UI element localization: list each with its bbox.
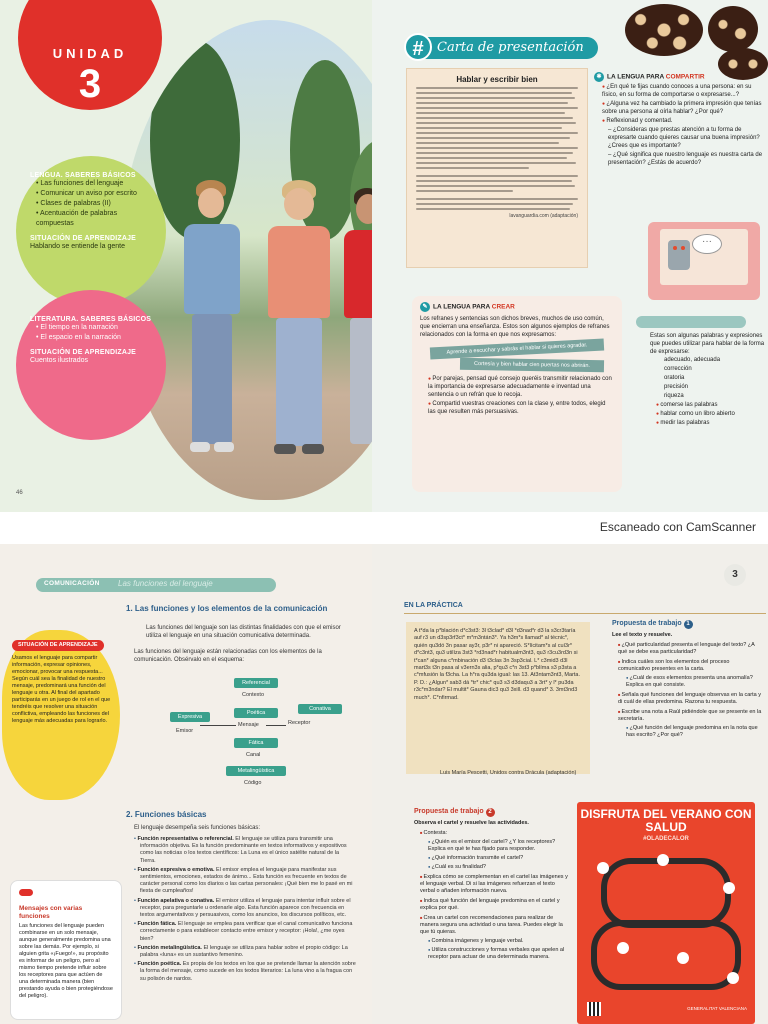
diagram-poetica: Poética	[234, 708, 278, 718]
section-title: Carta de presentación	[437, 40, 584, 55]
function-item: • Función apelativa o conativa. El emisor utiliza el lenguaje para intentar influir sobre el receptor, para preguntarle u ordenarle algo. Esta función aparece con frecuencia en textos argumentativos y persuasivos, como los anuncios, los discursos políticos, etc.	[134, 898, 356, 920]
propuesta-1-item: ■ Señala qué funciones del lenguaje observas en la carta y di cuál de ellas predomina. Razona tu respuesta.	[618, 691, 762, 706]
functions-list	[134, 834, 356, 983]
vocabulary-word: riqueza	[664, 393, 684, 399]
scanner-strip	[0, 512, 768, 544]
vocabulary-word: corrección	[664, 366, 692, 372]
vocabulary-intro: Estas son algunas palabras y expresiones que puedes utilizar para hablar de la forma de expresarse:	[650, 333, 765, 355]
refran-strip: Cortesía y bien hablar cien puertas nos abrirán.	[460, 358, 604, 373]
literatura-heading: LITERATURA. SABERES BÁSICOS	[30, 316, 152, 323]
function-item: • Función metalingüística. El lenguaje se utiliza para hablar sobre el propio código: La palabra «luna» es un sustantivo femenino.	[134, 945, 356, 959]
literatura-item: • El tiempo en la narración	[36, 323, 152, 333]
propuesta-1-intro: Lee el texto y resuelve.	[612, 632, 673, 638]
refran-strip: Aprende a escuchar y sabrás el hablar si quieres agradar.	[430, 338, 604, 359]
reading-source: lavanguardia.com (adaptación)	[509, 213, 578, 219]
literatura-item: • El espacio en la narración	[36, 333, 152, 343]
poster-road	[601, 858, 731, 928]
reading-title: Hablar y escribir bien	[456, 75, 538, 84]
diagram-codigo: Código	[244, 780, 262, 786]
diagram-mensaje: Mensaje	[238, 722, 259, 728]
practice-text: A t*da la p*blación d*c3st3: 3l t3clad* d3l *d3nad*r d3 la s3cr3taría auf r3 un d3sp3rf3ct* m*m3ntán3*. Ya h3m*s llamad* al técnic*, quién qu3dó 3n pasar ay3r, p3r* ni apareció. S*lícitam*s al cuí3r* d*c3nt3, qu3 utilíza 3st3 *rd3nad*r habitualm3nt3, qu3 r3cu3rd3n si t*can* alguna c*mbinación d3 t3clas 3n 3sp3cial. L* c3mid3 d3l mart3s t3n pasa al v3ern3s alia, p*qu3 c*n 3st3 p*blíma s3 p3sta a c*mfusión la f3cha. La h*ra qu3da igual: las 13. At3ntam3nt3, Marta. P. D.: ¿Algun* sab3 dá *tr* chic* qu3 s3 d3daqu3 a 3rt* y l* pu3da r3c*m3ndar? El multit* Gauna dic3 qu3 3xill. d3 quand* 3. 3mt3nd3 much*. C*nfirmad.	[414, 628, 581, 701]
practice-text-box	[406, 622, 590, 774]
sun-icon	[657, 854, 669, 866]
diagram-receptor: Receptor	[288, 720, 311, 726]
qr-code-icon	[587, 1002, 601, 1016]
function-item: • Función representativa o referencial. El lenguaje se utiliza para transmitir una información objetiva. Es la función predominante en textos informativos y expositivos como las noticias o los textos científicos: La Luna es el único satélite natural de la Tierra.	[134, 836, 356, 865]
student-salmon-shirt	[260, 180, 340, 480]
propuesta-2-item: ■ Contesta:	[420, 829, 570, 837]
decorative-dots-image	[708, 6, 758, 52]
propuesta-2-subitem: ● ¿Quién es el emisor del cartel? ¿Y los receptores? Explica en qué te has fijado para responder.	[428, 838, 570, 853]
function-item: • Función poética. Es propia de los textos en los que se pretende llamar la atención sobre la forma del mensaje, como sucede en los textos literarios: La luna vino a la fragua con su polisón de nardos.	[134, 961, 356, 983]
propuesta-1	[612, 620, 762, 739]
crear-item: ● Por parejas, pensad qué consejo queréis transmitir relacionado con la importancia de expresarse adecuadamente e inventad una sentencia o un refrán que lo recoja.	[428, 375, 614, 399]
chat-bubbles-icon	[19, 889, 33, 896]
propuesta-2-item: ■ Indica qué función del lenguaje predomina en el cartel y explica por qué.	[420, 897, 570, 912]
poster-footer: GENERALITAT VALENCIANA	[687, 1006, 747, 1011]
diagram-canal: Canal	[246, 752, 261, 758]
umbrella-icon	[727, 972, 739, 984]
literatura-circle	[16, 290, 166, 440]
propuesta-2-item: ■ Crea un cartel con recomendaciones para realizar de manera segura una actividad o una tarea. Puedes elegir la que tú quieras.	[420, 914, 570, 936]
person-icon	[617, 942, 629, 954]
diagram-referencial: Referencial	[234, 678, 278, 688]
literatura-situacion-heading: SITUACIÓN DE APRENDIZAJE	[30, 349, 137, 356]
vocabulary-list	[636, 356, 766, 428]
page-number: 46	[16, 490, 23, 496]
section1-intro: Las funciones del lenguaje son las distintas finalidades con que el emisor utiliza el lenguaje en una situación comunicativa determinada.	[146, 625, 341, 639]
practice-text-source: Luis María Pescetti, Unidos contra Drácula (adaptación)	[440, 770, 577, 776]
propuesta-2-title: Propuesta de trabajo 2	[414, 808, 570, 817]
scanner-watermark: Escaneado con CamScanner	[599, 520, 756, 534]
situacion-pill: SITUACIÓN DE APRENDIZAJE	[12, 640, 104, 651]
diagram-contexto: Contexto	[242, 692, 265, 698]
compartir-heading: ✱ LA LENGUA PARA COMPARTIR	[594, 72, 766, 82]
compartir-item: ● ¿Alguna vez ha cambiado la primera impresión que tenías sobre una persona al oírla hablar? ¿Por qué?	[602, 100, 766, 116]
unit-number: 3	[78, 62, 102, 106]
page-number: 3	[724, 564, 746, 586]
poster-title: DISFRUTA DEL VERANO CON SALUD	[580, 807, 752, 834]
vocabulary-word: oratoria	[664, 375, 685, 381]
compartir-subitem: – ¿Qué significa que nuestro lenguaje es nuestra carta de presentación? ¿Estás de acuerdo?	[608, 151, 766, 167]
en-practica-heading: EN LA PRÁCTICA	[404, 602, 463, 609]
propuesta-2-intro: Observa el cartel y resuelve las actividades.	[414, 820, 529, 826]
propuesta-2	[414, 808, 570, 961]
diagram-metalinguistica: Metalingüística	[226, 766, 286, 776]
propuesta-1-item: ■ ¿Qué particularidad presenta el lenguaje del texto? ¿A qué se debe esa particularidad?	[618, 641, 762, 656]
crear-section	[412, 296, 622, 492]
lengua-item: • Acentuación de palabras compuestas	[36, 209, 152, 229]
vocabulary-expression: ● medir las palabras	[656, 419, 766, 428]
crear-item: ● Compartid vuestras creaciones con la clase y, entre todos, elegid las que resulten más persuasivas.	[428, 400, 614, 416]
poster-road	[591, 920, 741, 990]
vocabulary-expression: ● comerse las palabras	[656, 401, 766, 410]
section2-title: 2. Funciones básicas	[126, 810, 207, 819]
water-icon	[723, 882, 735, 894]
propuesta-1-item: ■ Indica cuáles son los elementos del proceso comunicativo presentes en la carta.	[618, 658, 762, 673]
diagram-expresiva: Expresiva	[170, 712, 210, 722]
crear-intro: Los refranes y sentencias son dichos breves, muchos de uso común, que encierran una enseñanza. Estos son algunos ejemplos de refranes relacionados con la forma en que nos expresamos:	[420, 316, 610, 338]
function-item: • Función expresiva o emotiva. El emisor emplea el lenguaje para manifestar sus sentimientos, emociones, estados de ánimo... Esta función es frecuente en textos de carácter personal como los diarios o las cartas personales: ¡Qué bien me lo pasé en mi fiesta de cumpleaños!	[134, 867, 356, 896]
decorative-dots-image	[625, 4, 703, 56]
propuesta-2-item: ■ Explica cómo se complementan en el cartel las imágenes y el lenguaje verbal. Di si las imágenes refuerzan el texto verbal o añaden información nueva.	[420, 873, 570, 895]
comunicacion-subtitle: Las funciones del lenguaje	[118, 579, 213, 588]
compartir-section	[594, 72, 766, 167]
crear-heading: ✎ LA LENGUA PARA CREAR	[420, 302, 614, 312]
hash-icon: #	[404, 33, 432, 61]
lengua-circle	[16, 156, 166, 306]
propuesta-1-subitem: ● ¿Cuál de esos elementos presenta una anomalía? Explica en qué consiste.	[626, 674, 762, 689]
mensajes-title: Mensajes con varias funciones	[19, 905, 83, 920]
arrow-icon	[266, 725, 286, 726]
vocabulary-word: precisión	[664, 384, 689, 390]
propuesta-2-subitem: ● Utiliza construcciones y formas verbales que apelen al receptor para actuar de una determinada manera.	[428, 946, 570, 961]
lengua-item: • Comunicar un aviso por escrito	[36, 189, 152, 199]
situacion-text: Usamos el lenguaje para compartir información, expresar opiniones, emocionar, provocar una respuesta... Según cuál sea la finalidad de nuestro mensaje, predominará una función del lenguaje u otra. Al final del apartado participarás en un juego de rol en el que tendréis que resolver una situación conflictiva, empleando las funciones del lenguaje más adecuadas para lograrlo.	[12, 655, 111, 724]
compartir-item: ● ¿En qué te fijas cuando conoces a una persona: en su físico, en su forma de comportarse o expresarse...?	[602, 83, 766, 99]
propuesta-1-subitem: ● ¿Qué función del lenguaje predomina en la nota que has escrito? ¿Por qué?	[626, 724, 762, 739]
compartir-item: ● Reflexionad y comentad.	[602, 117, 766, 125]
lengua-item: • Clases de palabras (II)	[36, 199, 152, 209]
unit-opening-page	[0, 0, 384, 512]
propuesta-2-subitem: ● Combina imágenes y lenguaje verbal.	[428, 937, 570, 945]
comunicacion-label: COMUNICACIÓN	[44, 580, 100, 587]
vocabulary-word: adecuado, adecuada	[664, 357, 721, 363]
lightbulb-icon: ✎	[420, 302, 430, 312]
vocabulary-expression: ● hablar como un libro abierto	[656, 410, 766, 419]
situacion-box	[2, 630, 120, 800]
bottom-spread	[0, 544, 768, 1024]
shade-icon	[677, 952, 689, 964]
propuesta-1-title: Propuesta de trabajo 1	[612, 620, 762, 629]
section1-title: 1. Las funciones y los elementos de la comunicación	[126, 604, 328, 613]
lengua-situacion-text: Hablando se entiende la gente	[30, 243, 125, 250]
lengua-heading: LENGUA. SABERES BÁSICOS	[30, 172, 136, 179]
propuesta-2-subitem: ● ¿Cuál es su finalidad?	[428, 863, 570, 871]
poster-hashtag: #OLADECALOR	[643, 836, 689, 842]
reading-box	[406, 68, 588, 268]
lengua-item: • Las funciones del lenguaje	[36, 179, 152, 189]
robot-icon	[668, 240, 690, 270]
compartir-subitem: – ¿Consideras que prestas atención a tu forma de expresarte cuando quieres causar una buena impresión? ¿Crees que es importante?	[608, 126, 766, 150]
vocabulary-heading-bar	[636, 316, 746, 328]
section2-intro: El lenguaje desempeña seis funciones básicas:	[134, 825, 261, 831]
function-item: • Función fática. El lenguaje se emplea para verificar que el canal comunicativo funciona correctamente o para establecer contacto entre emisor y receptor: ¡Hola!, ¿me oyes bien?	[134, 921, 356, 943]
divider	[404, 613, 766, 614]
literatura-situacion-text: Cuentos ilustrados	[30, 357, 88, 364]
propuesta-1-item: ■ Escribe una nota a Raúl pidiéndole que se presente en la secretaría.	[618, 708, 762, 723]
house-icon	[597, 862, 609, 874]
arrow-icon	[200, 725, 236, 726]
chat-icon: ✱	[594, 72, 604, 82]
section1-paragraph: Las funciones del lenguaje están relacionadas con los elementos de la comunicación. Obsérvalo en el esquema:	[134, 649, 322, 663]
lengua-situacion-heading: SITUACIÓN DE APRENDIZAJE	[30, 235, 137, 242]
unit-label: UNIDAD	[52, 46, 128, 61]
propuesta-2-subitem: ● ¿Qué información transmite el cartel?	[428, 854, 570, 862]
diagram-fatica: Fática	[234, 738, 278, 748]
diagram-conativa: Conativa	[298, 704, 342, 714]
communication-diagram	[170, 674, 370, 804]
diagram-emisor: Emisor	[176, 728, 194, 734]
student-blue-shirt	[178, 180, 248, 480]
mensajes-box	[10, 880, 122, 1020]
speech-bubble-icon: ···	[692, 234, 722, 254]
vocabulary-section	[636, 316, 766, 428]
unit-badge	[18, 0, 162, 110]
summer-health-poster	[577, 802, 755, 1024]
mensajes-text: Las funciones del lenguaje pueden combinarse en un solo mensaje, aunque generalmente predomina una sobre las demás. Por ejemplo, si alguien grita «¡Fuego!», su propósito es informar de un peligro, pero al mismo tiempo pretende influir sobre los receptores para que actúen de una determinada manera (bien prestando ayuda o bien protegiéndose del peligro).	[19, 923, 113, 999]
